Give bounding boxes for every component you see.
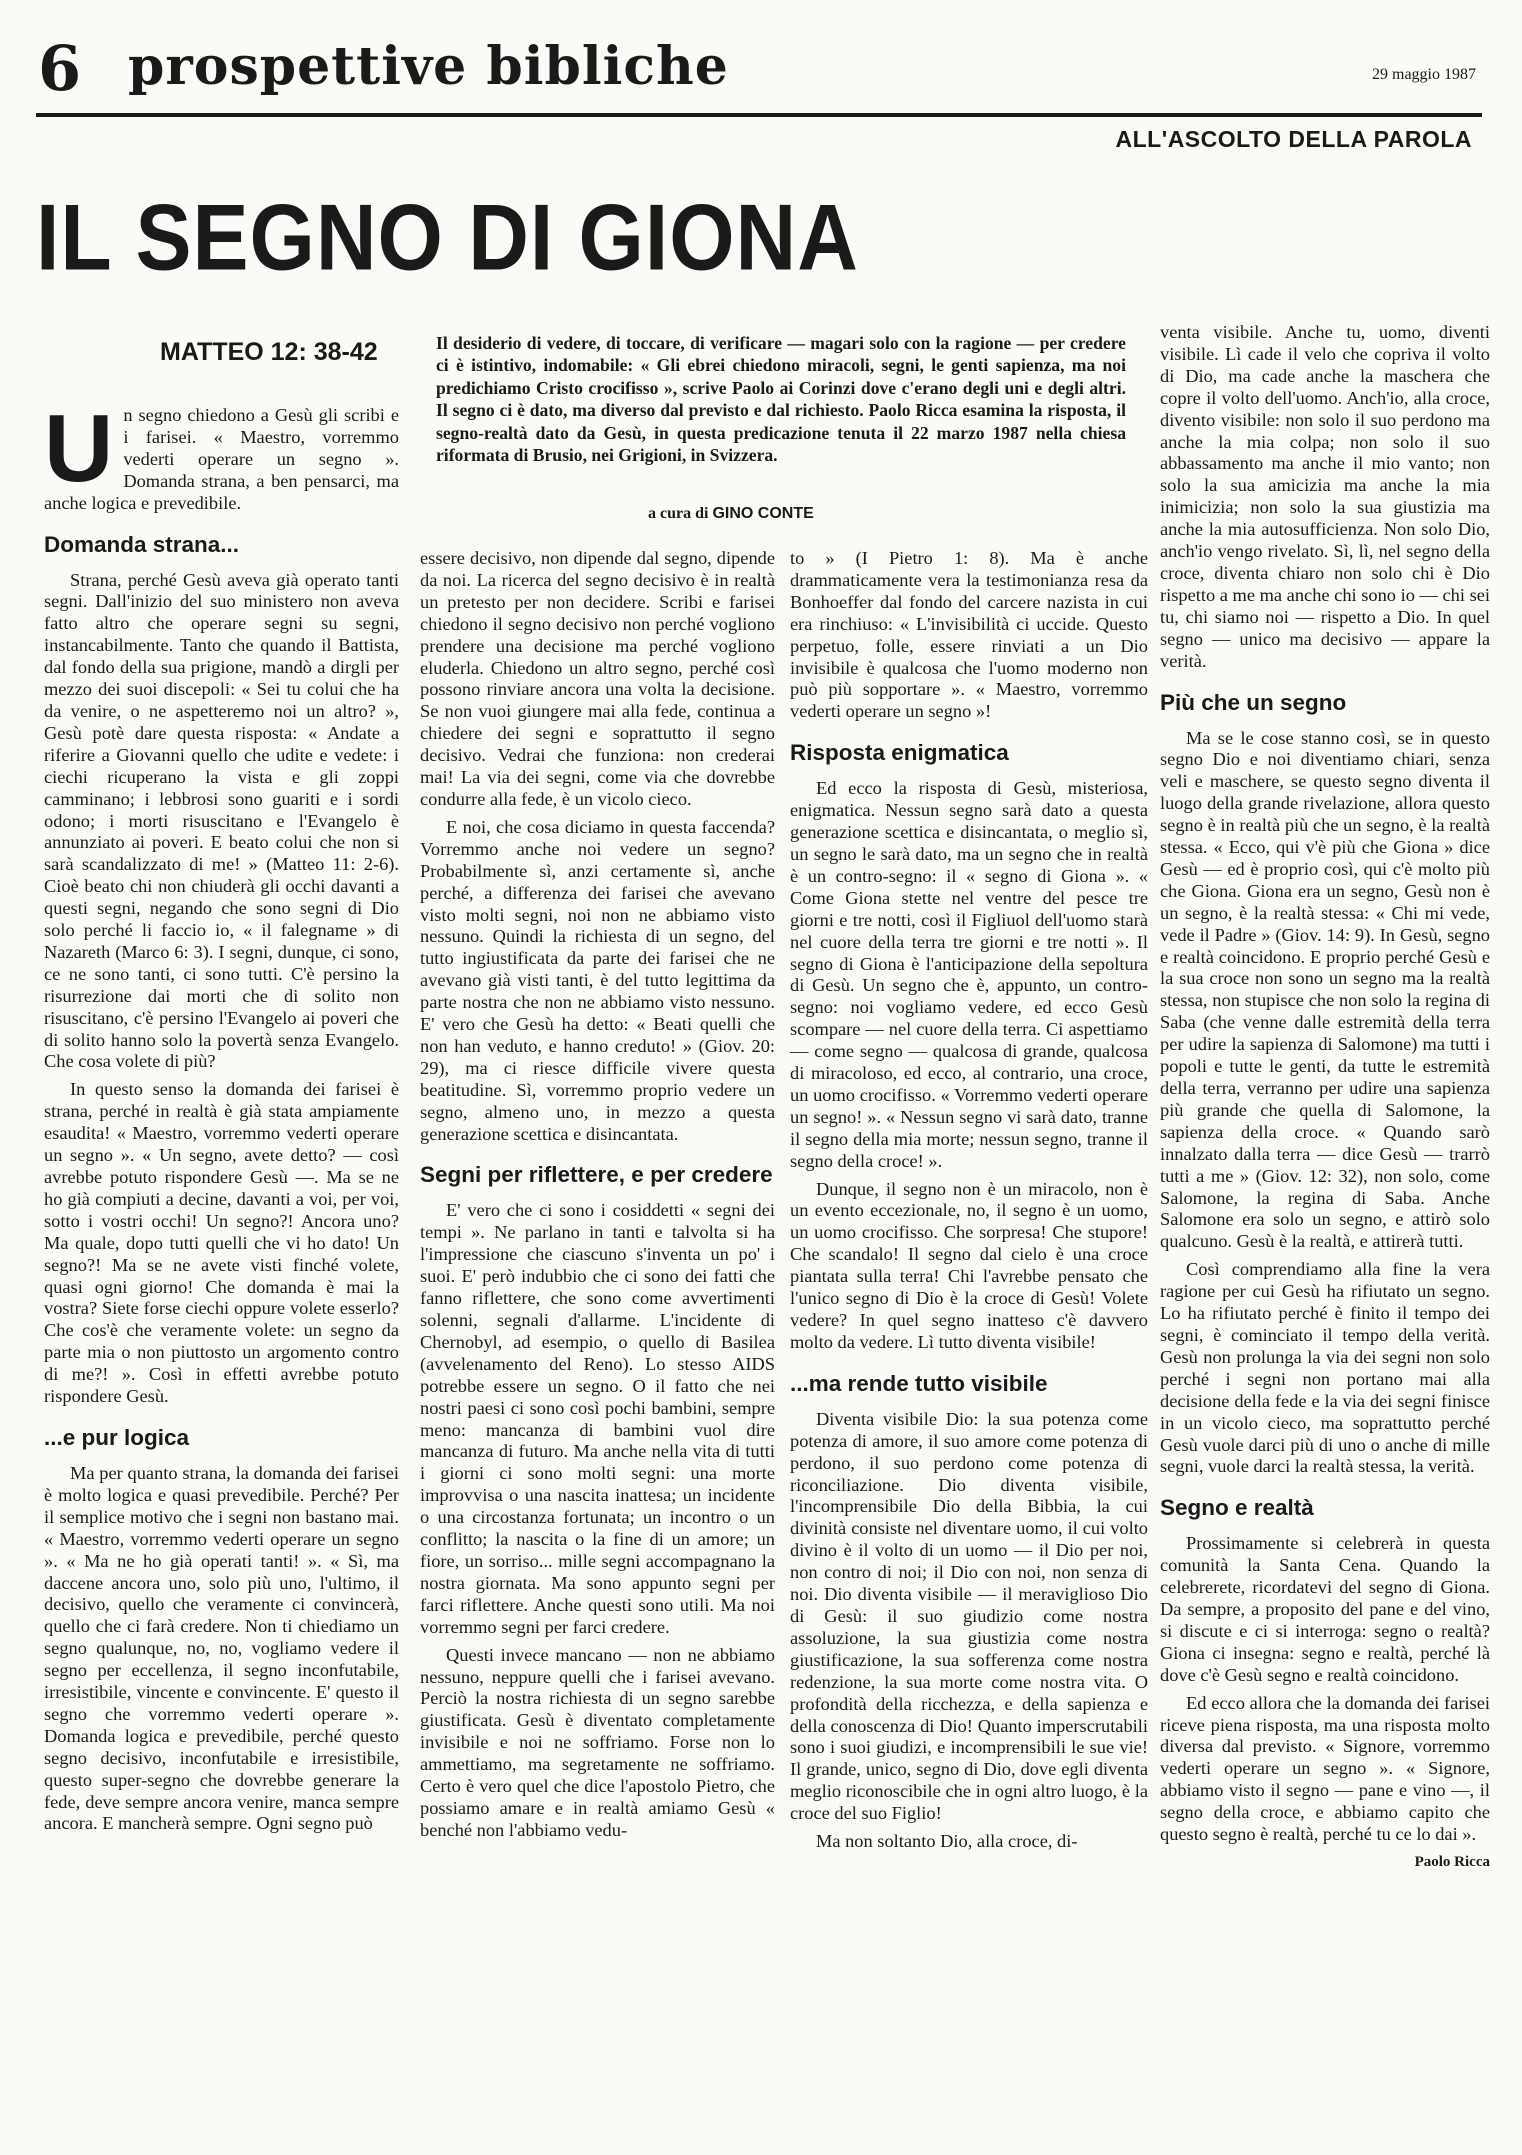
paragraph: Ed ecco allora che la domanda dei farisei riceve piena risposta, ma una risposta molto diversa dal previsto. « Signore, vorremmo vederti operare un segno ». « Signore, abbiamo visto il segno — pane e vino —, il segno della croce, e abbiamo capito che questo segno è realtà, perché tu ce lo dai ». (1160, 1692, 1490, 1845)
section-title: prospettive bibliche (128, 36, 729, 97)
subheading-pur-logica: ...e pur logica (44, 1424, 190, 1450)
article-headline: IL SEGNO DI GIONA (36, 184, 859, 290)
issue-date: 29 maggio 1987 (1372, 66, 1476, 83)
subheading-piu-che-un-segno: Più che un segno (1160, 689, 1347, 715)
paragraph: E noi, che cosa diciamo in questa faccenda? Vorremmo anche noi vedere un segno? Probabilmente sì, anzi certamente sì, anche perché, a differenza dei farisei che avevano visto molti segni, noi non ne abbiamo visto nessuno. Quindi la richiesta di un segno, del tutto ingiustificata da parte dei farisei che ne avevano già visti tanti, è del tutto legittima da parte nostra che non ne abbiamo visto nessuno. E' vero che Gesù ha detto: « Beati quelli che non han veduto, e hanno creduto! » (Giov. 20: 29), ma ci riesce difficile vivere questa beatitudine. Sì, vorremmo proprio vedere un segno, almeno uno, in mezzo a questa generazione scettica e disincantata. (420, 816, 775, 1144)
byline (648, 505, 814, 523)
paragraph: In questo senso la domanda dei farisei è strana, perché in realtà è già stata ampiamente esaudita! « Maestro, vorremmo vederti operare un segno ». « Un segno, avete detto? — così avrebbe potuto rispondere Gesù —. Ma se ne ho già compiuti a decine, davanti a voi, per voi, sotto i vostri occhi! Un segno?! Ancora uno? Ma quale, dopo tutti quelli che vi ho dato! Un segno?! Ma se ne avete visti finché volete, quasi ogni giorno! Che domanda è mai la vostra? Siete forse ciechi oppure volete esserlo? Che cos'è che veramente volete: un segno da parte mia o non piuttosto un argomento contro di me?! ». Così in effetti avrebbe potuto rispondere Gesù. (44, 1079, 399, 1407)
subheading-segni-per-riflettere: Segni per riflettere, e per credere (420, 1162, 773, 1188)
scripture-reference: MATTEO 12: 38-42 (160, 338, 378, 366)
paragraph: Ed ecco la risposta di Gesù, misteriosa, enigmatica. Nessun segno sarà dato a questa generazione scettica e disincantata, o meglio sì, un segno le sarà dato, ma un segno che in realtà è un contro-segno: il « segno di Giona ». « Come Giona stette nel ventre del pesce tre giorni e tre notti, così il Figliuol dell'uomo starà nel cuore della terra tre giorni e tre notti ». Il segno di Giona è l'anticipazione della sepoltura di Gesù. Un segno che è, appunto, un contro-segno: noi vogliamo vedere, ed ecco Gesù scompare — nel cuore della terra. Ci aspettiamo — come segno — qualcosa di grande, qualcosa di miracoloso, ed ecco, al contrario, una croce, un uomo crocifisso. « Vorremmo vederti operare un segno! ». « Nessun segno vi sarà dato, tranne il segno della mia morte; nessun segno, tranne il segno della croce! ». (790, 778, 1148, 1171)
drop-cap: U (44, 395, 114, 502)
subheading-rende-tutto-visibile: ...ma rende tutto visibile (790, 1370, 1048, 1396)
paragraph: Ma per quanto strana, la domanda dei farisei è molto logica e quasi prevedibile. Perché? Per il semplice motivo che i segni non bastano mai. « Maestro, vorremmo vederti operare un segno ». « Ma ne ho già operati tanti! ». « Sì, ma daccene ancora uno, solo più uno, l'ultimo, il decisivo, quello che veramente ci convincerà, quello che ci farà credere. Non ti chiediamo un segno qualunque, no, no, vogliamo vedere il segno per eccellenza, il segno inconfutabile, irresistibile, vincente e convincente. E' questo il segno che vorremmo vederti operare ». Domanda logica e prevedibile, perché questo segno decisivo, inconfutabile e irresistibile, questo super-segno che dovrebbe generare la fede, deve sempre ancora venire, manca sempre ancora. E mancherà sempre. Ogni segno può (44, 1462, 399, 1834)
paragraph: Così comprendiamo alla fine la vera ragione per cui Gesù ha rifiutato un segno. Lo ha rifiutato perché è finito il tempo dei segni, è cominciato il tempo della verità. Gesù non prolunga la via dei segni non solo perché i segni non portano mai alla decisione della fede e la via dei segni finisce in un vicolo cieco, ma soprattutto perché Gesù vuole darci più di uno o anche di mille segni, vuole darci la realtà stessa, la verità. (1160, 1259, 1490, 1477)
paragraph: Prossimamente si celebrerà in questa comunità la Santa Cena. Quando la celebrerete, ricordatevi del segno di Giona. Da sempre, a proposito del pane e del vino, si discute e ci si interroga: segno o realtà? Giona ci insegna: segno e realtà, perché là dove c'è Gesù segno e realtà coincidono. (1160, 1533, 1490, 1685)
column-2 (420, 548, 775, 1848)
subheading-risposta-enigmatica: Risposta enigmatica (790, 740, 1009, 766)
paragraph: Strana, perché Gesù aveva già operato tanti segni. Dall'inizio del suo ministero non aveva fatto altro che operare segni su segni, instancabilmente. Tanto che quando il Battista, dal fondo della sua prigione, mandò a dirgli per mezzo dei suoi discepoli: « Sei tu colui che ha da venire, o ne aspetteremo noi un altro? », Gesù potè dare questa risposta: « Andate a riferire a Giovanni quello che udite e vedete: i ciechi ricuperano la vista e gli zoppi camminano; i lebbrosi sono guariti e i sordi odono; i morti risuscitano e l'Evangelo è annunziato ai poveri. E beato colui che non si sarà scandalizzato di me! » (Matteo 11: 2-6). Cioè beato chi non chiuderà gli occhi davanti a questi segni, negando che sono segni di Dio solo perché li faccio io, « il falegname » di Nazareth (Marco 6: 3). I segni, dunque, ci sono, ce ne sono tanti, ci sono tutti. C'è persino la risurrezione dai morti che di solito non risuscitano, c'è persino l'Evangelo ai poveri che di solito hanno solo la povertà senza Evangelo. Che cosa volete di più? (44, 569, 399, 1072)
header-rule (36, 113, 1482, 117)
paragraph: Ma se le cose stanno così, se in questo segno Dio e noi diventiamo chiari, senza veli e maschere, se questo segno diventa il luogo della grande rivelazione, allora questo segno è in realtà più che un segno, è la realtà stessa. « Ecco, qui v'è più che Giona » dice Gesù — ed è proprio così, qui c'è molto più che Giona. Giona era un segno, Gesù non è un segno, è la realtà stessa: « Chi mi vede, vede il Padre » (Giov. 14: 9). In Gesù, segno e realtà coincidono. E proprio perché Gesù e la sua croce non sono un segno ma la realtà stessa, non stupisce che non solo la regina di Saba (che venne dalle estremità della terra per udire la sapienza di Salomone) ma tutti i popoli e tutte le genti, da tutte le estremità della terra, verranno per udire una sapienza più grande che quella di Salomone, la sapienza della croce. « Quando sarò innalzato dalla terra — dice Gesù — trarrò tutti a me » (Giov. 12: 32), non solo, come Salomone, la regina di Saba. Anche Salomone era solo un segno, e attirò solo qualcuno. Gesù è la realtà, e attirerà tutti. (1160, 727, 1490, 1252)
byline-prefix: a cura di (648, 505, 709, 522)
column-1 (44, 395, 399, 1841)
paragraph: Diventa visibile Dio: la sua potenza come potenza di amore, il suo amore come potenza di perdono, il suo perdono come potenza di riconciliazione. Dio diventa visibile, l'incomprensibile Dio della Bibbia, la cui divinità consiste nel diventare uomo, il cui volto divino è il volto di un uomo — il Dio per noi, non contro di noi; il Dio con noi, non senza di noi. Dio diventa visibile — il meraviglioso Dio di Gesù: il suo giudizio come nostra assoluzione, la sua giustizia come nostra giustificazione, la sua sofferenza come nostra redenzione, la sua morte come nostra vita. O profondità della ricchezza, e della sapienza e della conoscenza di Dio! Quanto imperscrutabili sono i suoi giudizi, e incomprensibili le sue vie! Il grande, unico, segno di Dio, dove egli diventa meglio riconoscibile che in ogni altro luogo, è la croce del suo Figlio! (790, 1408, 1148, 1824)
subheading-segno-e-realta: Segno e realtà (1160, 1495, 1314, 1521)
author-signature: Paolo Ricca (1414, 1854, 1490, 1870)
opening-paragraph (44, 395, 399, 515)
subheading-domanda-strana: Domanda strana... (44, 531, 240, 557)
paragraph: to » (I Pietro 1: 8). Ma è anche drammaticamente vera la testimonianza resa da Bonhoeffer dal fondo del carcere nazista in cui era rinchiuso: « L'invisibilità ci uccide. Questo perpetuo, folle, essere rinviati a un Dio invisibile è qualcosa che l'uomo moderno non può più sopportare ». « Maestro, vorremmo vederti operare un segno »! (790, 548, 1148, 722)
paragraph: Questi invece mancano — non ne abbiamo nessuno, neppure quelli che i farisei avevano. Perciò la nostra richiesta di un segno sarebbe giustificata. Gesù è diventato completamente invisibile e noi ne soffriamo. Forse non lo ammettiamo, ma segretamente ne soffriamo. Certo è vero quel che dice l'apostolo Pietro, che possiamo amare e in realtà amiamo Gesù « benché non l'abbiamo vedu- (420, 1644, 775, 1840)
section-kicker: ALL'ASCOLTO DELLA PAROLA (1115, 126, 1472, 152)
paragraph: venta visibile. Anche tu, uomo, diventi visibile. Lì cade il velo che copriva il volto di Dio, ma cade anche la maschera che copre il volto dell'uomo. Anch'io, alla croce, divento visibile: non solo il suo perdono ma anche la mia colpa; non solo il suo abbassamento ma anche il mio vanto; non solo la sua amicizia ma anche la mia inimicizia; non solo la sua giustizia ma anche la mia autosufficienza. Non solo Dio, anch'io vengo rivelato. Sì, lì, nel segno della croce, diventa chiaro non solo chi è Dio rispetto a me ma anche chi sono io — chi sei tu, chi siamo noi — rispetto a Dio. In quel segno — unico ma decisivo — appare la verità. (1160, 322, 1490, 671)
page-number: 6 (38, 32, 82, 105)
byline-author: GINO CONTE (712, 505, 814, 522)
article-intro: Il desiderio di vedere, di toccare, di verificare — magari solo con la ragione — per credere ci è istintivo, indomabile: « Gli ebrei chiedono miracoli, segni, le genti sapienza, ma noi predichiamo Cristo crocifisso », scrive Paolo ai Corinzi dove c'erano degli uni e degli altri. Il segno ci è dato, ma diverso dal previsto e dal richiesto. Paolo Ricca esamina la risposta, il segno-realtà dato da Gesù, in questa predicazione tenuta il 22 marzo 1987 nella chiesa riformata di Brusio, nei Grigioni, in Svizzera. (436, 333, 1126, 466)
paragraph: E' vero che ci sono i cosiddetti « segni dei tempi ». Ne parlano in tanti e talvolta si ha l'impressione che ciascuno s'inventa un po' i suoi. E' però indubbio che ci sono dei fatti che fanno riflettere, che sono come avvertimenti solenni, segnali d'allarme. L'incidente di Chernobyl, ad esempio, o quello di Basilea (avvelenamento del Reno). Lo stesso AIDS potrebbe essere un segno. O il fatto che nei nostri paesi ci sono così pochi bambini, sempre meno: mancanza di bambini vuol dire mancanza di futuro. Ma anche nella vita di tutti i giorni ci sono molti segni: una morte improvvisa o una nascita inattesa; un incidente o una circostanza fortunata; un incontro o un conflitto; la nascita o la fine di un amore; un fiore, un sorriso... mille segni accompagnano la nostra giornata. Ma sono appunto segni per farci riflettere. Anche questi sono utili. Ma noi vorremmo segni per farci credere. (420, 1200, 775, 1637)
paragraph: Dunque, il segno non è un miracolo, non è un evento eccezionale, no, il segno è un uomo, un uomo crocifisso. Che sorpresa! Che stupore! Che scandalo! Il segno dal cielo è una croce piantata sulla terra! Chi l'avrebbe pensato che l'unico segno di Dio è la croce di Gesù! Volete vedere? In quel segno inatteso c'è davvero molto da vedere. Lì tutto diventa visibile! (790, 1178, 1148, 1352)
column-3 (790, 548, 1148, 1859)
column-4 (1160, 322, 1490, 1871)
opening-text: n segno chiedono a Gesù gli scribi e i farisei. « Maestro, vorremmo vederti operare un segno ». Domanda strana, a ben pensarci, ma anche logica e prevedibile. (44, 405, 399, 513)
paragraph: Ma non soltanto Dio, alla croce, di- (816, 1831, 1078, 1852)
paragraph: essere decisivo, non dipende dal segno, dipende da noi. La ricerca del segno decisivo è in realtà un pretesto per non decidere. Scribi e farisei chiedono il segno decisivo non perché vogliono prendere una decisione ma perché vogliono eluderla. Chiedono un altro segno, perché così possono rinviare ancora una volta la decisione. Se non vuoi giungere mai alla fede, continua a chiedere dei segni e soprattutto il segno decisivo. Vedrai che funziona: non crederai mai! La via dei segni, come via che dovrebbe condurre alla fede, è un vicolo cieco. (420, 548, 775, 809)
